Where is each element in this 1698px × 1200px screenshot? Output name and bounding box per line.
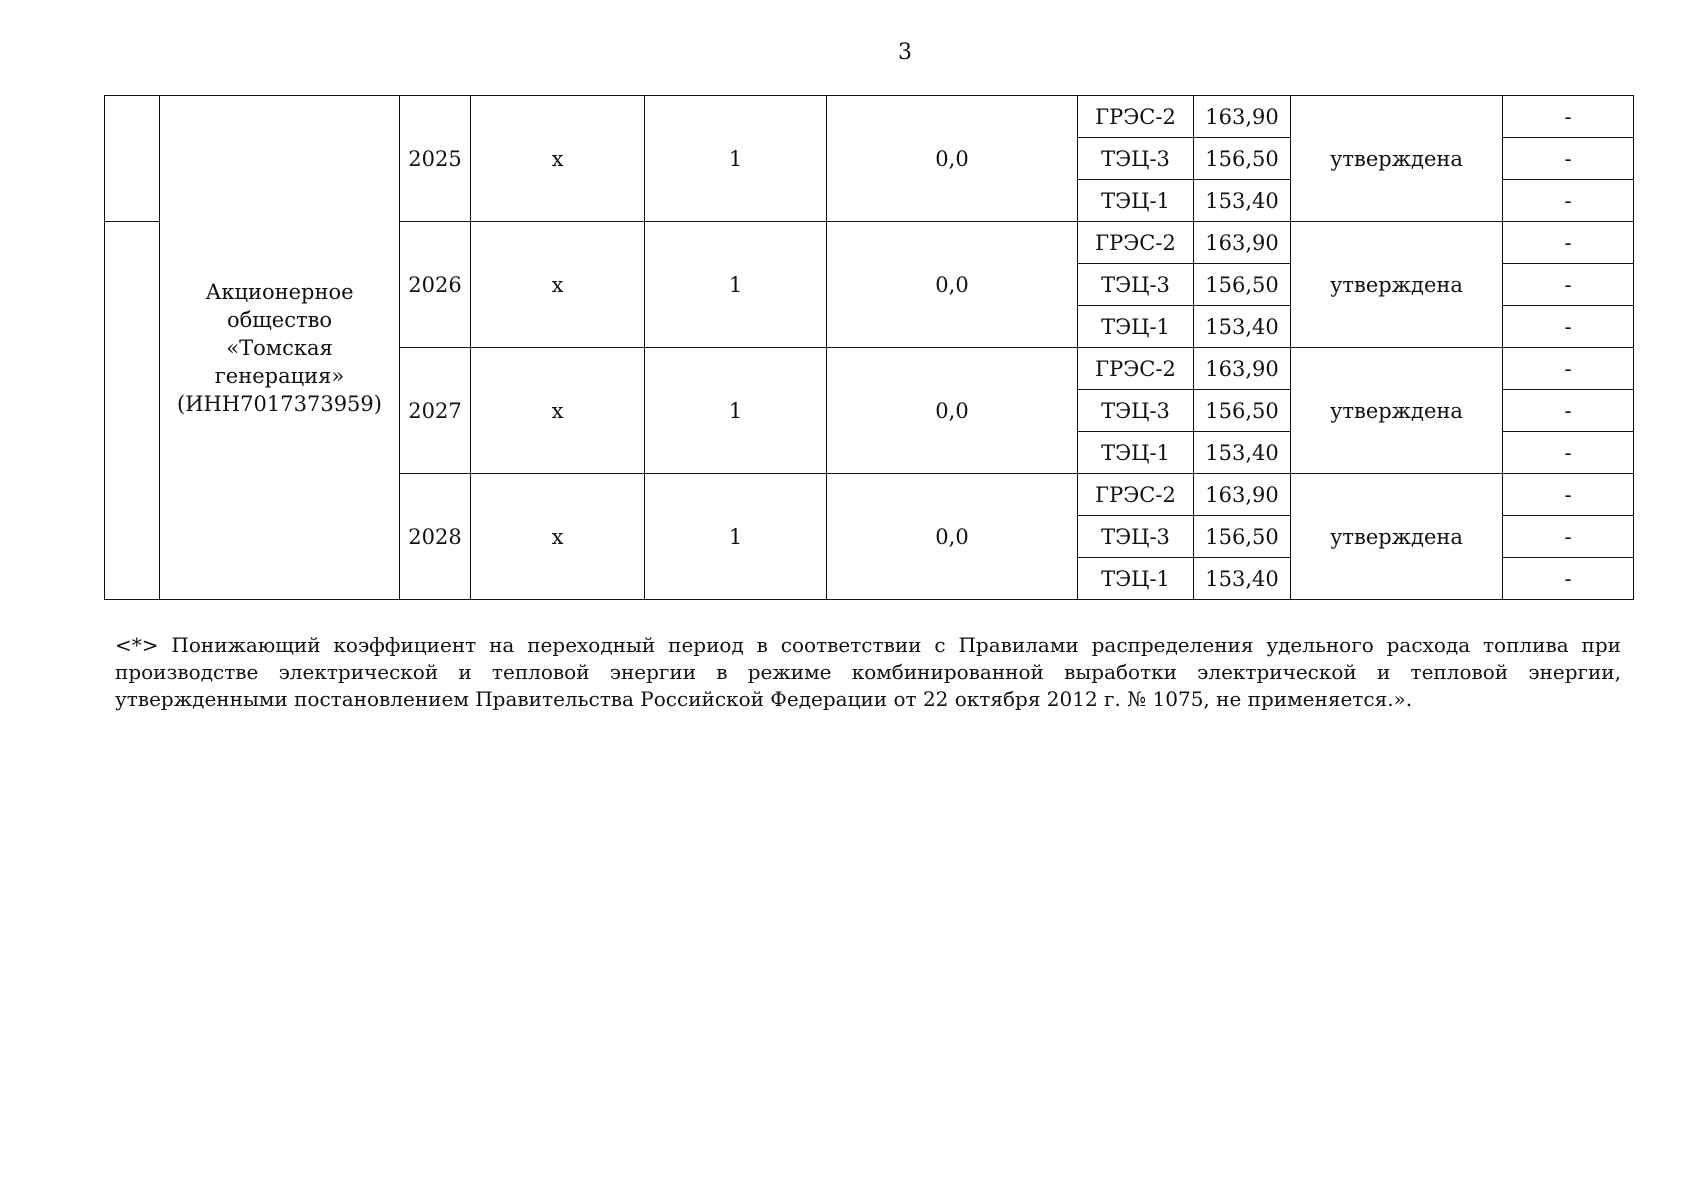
dash-cell: - — [1503, 264, 1634, 306]
data-table-container — [104, 95, 1633, 600]
dash-cell: - — [1503, 306, 1634, 348]
year-cell: 2025 — [400, 96, 471, 222]
zero-cell: 0,0 — [827, 222, 1078, 348]
one-cell: 1 — [645, 96, 827, 222]
dash-cell: - — [1503, 180, 1634, 222]
dash-cell: - — [1503, 138, 1634, 180]
station-name-cell: ТЭЦ-1 — [1078, 180, 1194, 222]
station-value-cell: 153,40 — [1194, 306, 1291, 348]
footnote: <*> Понижающий коэффициент на переходный период в соответствии с Правилами распределения удельного расхода топлива при производстве электрической и тепловой энергии в режиме комбинированной выработки электрической и тепловой энергии, утвержденными постановлением Правительства Российской Федерации от 22 октября 2012 г. № 1075, не применяется.». — [115, 633, 1621, 711]
station-value-cell: 163,90 — [1194, 474, 1291, 516]
station-value-cell: 156,50 — [1194, 390, 1291, 432]
dash-cell: - — [1503, 390, 1634, 432]
status-cell: утверждена — [1291, 222, 1503, 348]
zero-cell: 0,0 — [827, 474, 1078, 600]
station-value-cell: 153,40 — [1194, 558, 1291, 600]
dash-cell: - — [1503, 558, 1634, 600]
zero-cell: 0,0 — [827, 348, 1078, 474]
organization-cell — [160, 96, 400, 600]
station-value-cell: 163,90 — [1194, 222, 1291, 264]
x-cell: х — [471, 474, 645, 600]
x-cell: х — [471, 348, 645, 474]
station-value-cell: 156,50 — [1194, 138, 1291, 180]
station-value-cell: 156,50 — [1194, 264, 1291, 306]
station-value-cell: 156,50 — [1194, 516, 1291, 558]
station-name-cell: ГРЭС-2 — [1078, 348, 1194, 390]
organization-line-1: Акционерное — [205, 279, 354, 304]
page-number: 3 — [898, 40, 912, 65]
dash-cell: - — [1503, 348, 1634, 390]
one-cell: 1 — [645, 348, 827, 474]
station-value-cell: 153,40 — [1194, 432, 1291, 474]
dash-cell: - — [1503, 96, 1634, 138]
status-cell: утверждена — [1291, 96, 1503, 222]
station-name-cell: ГРЭС-2 — [1078, 96, 1194, 138]
dash-cell: - — [1503, 516, 1634, 558]
status-cell: утверждена — [1291, 474, 1503, 600]
station-name-cell: ТЭЦ-3 — [1078, 138, 1194, 180]
station-value-cell: 163,90 — [1194, 96, 1291, 138]
organization-line-3: «Томская — [226, 335, 333, 360]
year-cell: 2027 — [400, 348, 471, 474]
station-name-cell: ТЭЦ-3 — [1078, 516, 1194, 558]
status-cell: утверждена — [1291, 348, 1503, 474]
dash-cell: - — [1503, 432, 1634, 474]
station-value-cell: 153,40 — [1194, 180, 1291, 222]
row-number-cell-2 — [105, 222, 160, 600]
row-number-cell-1 — [105, 96, 160, 222]
one-cell: 1 — [645, 474, 827, 600]
organization-line-5: (ИНН7017373959) — [177, 391, 382, 416]
year-cell: 2028 — [400, 474, 471, 600]
x-cell: х — [471, 222, 645, 348]
zero-cell: 0,0 — [827, 96, 1078, 222]
organization-line-2: общество — [226, 307, 333, 332]
station-name-cell: ГРЭС-2 — [1078, 222, 1194, 264]
station-name-cell: ТЭЦ-1 — [1078, 558, 1194, 600]
station-value-cell: 163,90 — [1194, 348, 1291, 390]
table-row — [105, 96, 1634, 138]
one-cell: 1 — [645, 222, 827, 348]
station-name-cell: ТЭЦ-3 — [1078, 264, 1194, 306]
station-name-cell: ТЭЦ-1 — [1078, 306, 1194, 348]
year-cell: 2026 — [400, 222, 471, 348]
data-table — [104, 95, 1634, 600]
station-name-cell: ГРЭС-2 — [1078, 474, 1194, 516]
organization-line-4: генерация» — [214, 363, 345, 388]
dash-cell: - — [1503, 474, 1634, 516]
station-name-cell: ТЭЦ-1 — [1078, 432, 1194, 474]
dash-cell: - — [1503, 222, 1634, 264]
x-cell: х — [471, 96, 645, 222]
station-name-cell: ТЭЦ-3 — [1078, 390, 1194, 432]
